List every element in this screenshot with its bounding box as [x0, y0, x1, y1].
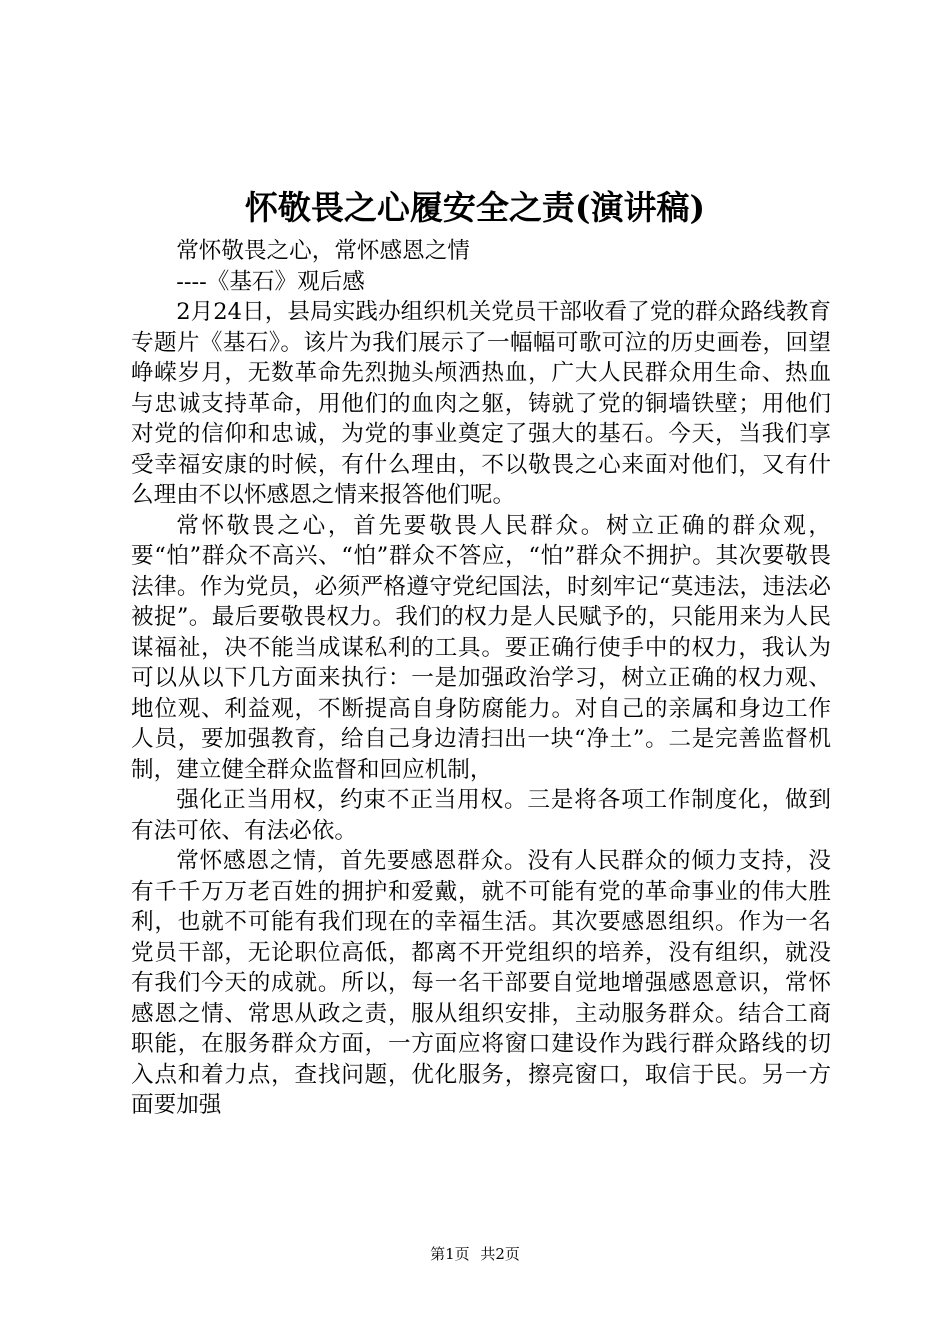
- page-number-current: 第1页: [430, 1245, 470, 1263]
- paragraph-3: 强化正当用权，约束不正当用权。三是将各项工作制度化，做到有法可依、有法必依。: [131, 787, 831, 844]
- paragraph-2: 常怀敬畏之心，首先要敬畏人民群众。树立正确的群众观，要“怕”群众不高兴、“怕”群众不答应，“怕”群众不拥护。其次要敬畏法律。作为党员，必须严格遵守党纪国法，时刻牢记“莫违法，违法必被捉”。最后要敬畏权力。我们的权力是人民赋予的，只能用来为人民谋福祉，决不能当成谋私利的工具。要正确行使手中的权力，我认为可以从以下几方面来执行：一是加强政治学习，树立正确的权力观、地位观、利益观，不断提高自身防腐能力。对自己的亲属和身边工作人员，要加强教育，给自己身边清扫出一块“净土”。二是完善监督机制，建立健全群众监督和回应机制，: [131, 512, 831, 783]
- paragraph-4: 常怀感恩之情，首先要感恩群众。没有人民群众的倾力支持，没有千千万万老百姓的拥护和爱戴，就不可能有党的革命事业的伟大胜利，也就不可能有我们现在的幸福生活。其次要感恩组织。作为一名党员干部，无论职位高低，都离不开党组织的培养，没有组织，就没有我们今天的成就。所以，每一名干部要自觉地增强感恩意识，常怀感恩之情、常思从政之责，服从组织安排，主动服务群众。结合工商职能，在服务群众方面，一方面应将窗口建设作为践行群众路线的切入点和着力点，查找问题，优化服务，擦亮窗口，取信于民。另一方面要加强: [131, 848, 831, 1118]
- document-body: [131, 236, 831, 1121]
- page-number-total: 共2页: [480, 1245, 520, 1263]
- page-footer: [0, 1244, 950, 1264]
- document-title: 怀敬畏之心履安全之责(演讲稿): [244, 188, 706, 227]
- subtitle-line-2: ----《基石》观后感: [176, 268, 365, 295]
- subtitle-line-1: 常怀敬畏之心，常怀感恩之情: [176, 238, 470, 264]
- paragraph-1: 2月24日，县局实践办组织机关党员干部收看了党的群众路线教育专题片《基石》。该片为我们展示了一幅幅可歌可泣的历史画卷，回望峥嵘岁月，无数革命先烈抛头颅洒热血，广大人民群众用生命、热血与忠诚支持革命，用他们的血肉之躯，铸就了党的铜墙铁壁；用他们对党的信仰和忠诚，为党的事业奠定了强大的基石。今天，当我们享受幸福安康的时候，有什么理由，不以敬畏之心来面对他们，又有什么理由不以怀感恩之情来报答他们呢。: [131, 299, 831, 508]
